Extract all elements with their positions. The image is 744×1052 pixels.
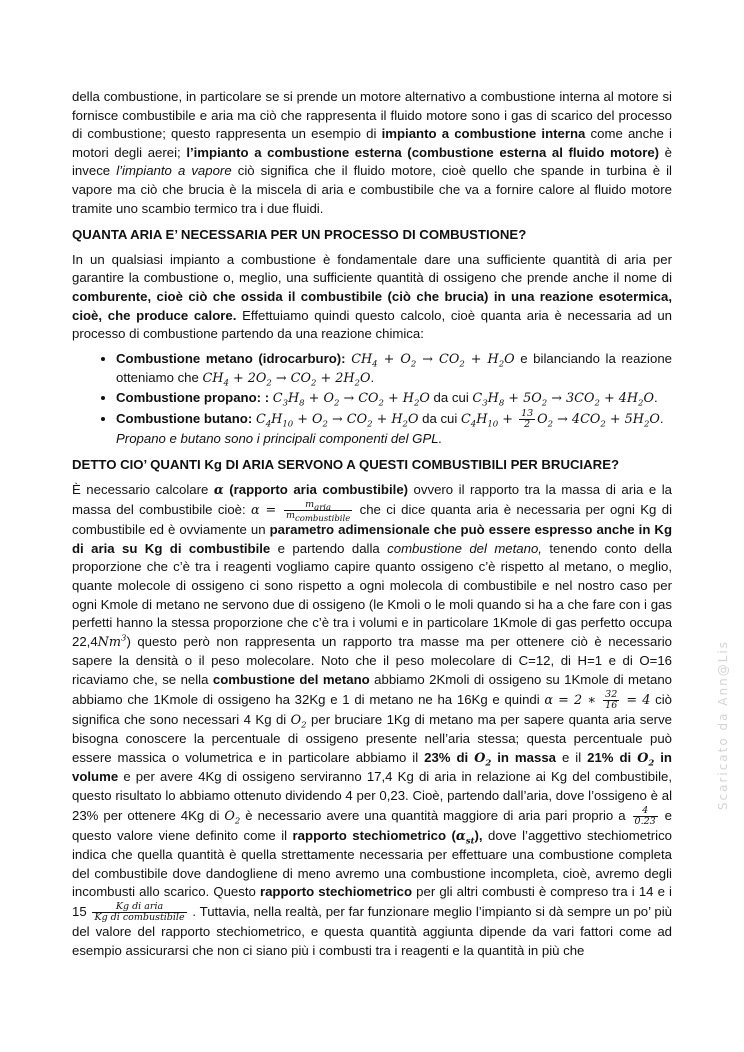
fraction: $\frac{32}{16}$ [605,688,618,711]
reaction-list [72,350,672,448]
equation: = 4 [621,692,651,708]
equation: α = 2 ∗ [544,692,602,708]
paragraph-comburente: In un qualsiasi impianto a combustione è fondamentale dare una sufficiente quantità di aria per garantire la combustione o, meglio, una sufficiente quantità di ossigeno che prende anche il nome di comburente, cioè ciò che ossida il combustibile (ciò che brucia) in una reazione esotermica, cioè, che produce calore. Effettuiamo quindi questo calcolo, cioè quanta aria è necessaria ad un processo di combustione partendo da una reazione chimica: [72,251,672,342]
fraction: $\frac{13}{2}$ [521,407,534,430]
equation: $O_2$ [637,750,655,769]
heading-kg-air: DETTO CIO’ QUANTI Kg DI ARIA SERVONO A QUESTI COMBUSTIBILI PER BRUCIARE? [72,457,620,473]
equation: $C_4H_{10} + O_2 \to CO_2 + H_2O$ [255,411,419,430]
equation: $\alpha_{st}$ [455,828,475,847]
list-item-propano: • Combustione propano: : $C_3H_8 + O_2 \to CO_2 + H_2O$ da cui $C_3H_8 + 5O_2 \to 3CO_2 + 4H_2O$. [116,389,672,409]
paragraph-intro: della combustione, in particolare se si prende un motore alternativo a combustione interna al motore si fornisce combustibile e aria ma ciò che rappresenta il fluido motore sono i gas di scarico del processo di combustione; questo rappresenta un esempio di impianto a combustione interna come anche i motori degli aerei; l’impianto a combustione esterna (combustione esterna al fluido motore) è invece l’impianto a vapore ciò significa che il fluido motore, cioè quello che spande in turbina è il vapore ma ciò che brucia è la miscela di aria e combustibile che va a fornire calore al fluido motore tramite uno scambio termico tra i due fluidi. [72,89,672,216]
equation: α = [251,503,282,519]
fraction: $\frac{\text{Kg di aria}}{\text{Kg di combustibile}}$ [94,900,185,923]
unit: Nm$^3$ [97,633,127,650]
equation: $CH_4 + 2O_2 \to CO_2 + 2H_2O$ [202,371,371,389]
fraction: $\frac{m_{aria}}{m_{combustibile}}$ [285,499,351,525]
equation: $CH_4 + O_2 \to CO_2 + H_2O$ [351,351,515,370]
equation: $O_2$ [224,808,241,827]
equation: $C_4H_{10}$ + $\frac{13}{2}$ $O_2 \to 4CO_2 + 5H_2O$ [460,407,660,430]
alpha-symbol: α [213,482,224,498]
equation: $C_3H_8 + 5O_2 \to 3CO_2 + 4H_2O$ [472,390,654,409]
watermark: Scaricato da Ann@Lis [716,640,730,811]
list-item-butano: • Combustione butano: $C_4H_{10} + O_2 \to CO_2 + H_2O$ da cui $C_4H_{10}$ + $\frac{13}{2}$ $O_2 \to 4CO_2 + 5H_2O$. Propano e butano sono i principali componenti del GPL. [116,409,672,449]
fraction: $\frac{4}{0.23}$ [634,804,656,827]
equation: $O_2$ [290,712,307,731]
equation: $C_3H_8 + O_2 \to CO_2 + H_2O$ [272,390,430,409]
gpl-note: Propano e butano sono i principali componenti del GPL. [116,430,443,446]
document-page [72,88,672,966]
list-item-metano: • Combustione metano (idrocarburo): $CH_4 + O_2 \to CO_2 + H_2O$ e bilanciando la reazione otteniamo che $CH_4 + 2O_2 \to CO_2 + 2H_2O$. [116,350,672,389]
heading-air-needed: QUANTA ARIA E’ NECESSARIA PER UN PROCESSO DI COMBUSTIONE? [72,227,527,243]
paragraph-alpha: È necessario calcolare α (rapporto aria combustibile) ovvero il rapporto tra la massa di aria e la massa del combustibile cioè: α = $\frac{m_{aria}}{m_{combustibile}}$ che ci dice quanta aria è necessaria per ogni Kg di combustibile ed è ovviamente un parametro adimensionale che può essere espresso anche in Kg di aria su Kg di combustibile e partendo dalla combustione del metano, tenendo conto della proporzione che c’è tra i reagenti vogliamo capire quanto ossigeno c’è rispetto al metano, o meglio, quante molecole di ossigeno ci sono rispetto a ogni molecola di combustibile e nel nostro caso per ogni Kmole di metano ne servono due di ossigeno (le Kmoli o le moli quando si ha a che fare con i gas perfetti hanno la stessa proporzione che c’è tra i volumi e in particolare 1Kmole di gas perfetto occupa 22,4Nm$^3$) questo però non rappresenta un rapporto tra masse ma per ottenere ciò è necessario sapere la densità o il peso molecolare. Noto che il peso molecolare di C=12, di H=1 e di O=16 ricaviamo che, se nella combustione del metano abbiamo 2Kmoli di ossigeno su 1Kmole di metano abbiamo che 1Kmole di ossigeno ha 32Kg e 1 di metano ne ha 16Kg e quindi α = 2 ∗ $\frac{32}{16}$ = 4 ciò significa che sono necessari 4 Kg di $O_2$ per bruciare 1Kg di metano ma per sapere quanta aria serve bisogna conoscere la percentuale di ossigeno presente nell’aria stessa; questa percentuale può essere massica o volumetrica e in particolare abbiamo il 23% di $O_2$ in massa e il 21% di $O_2$ in volume e per avere 4Kg di ossigeno serviranno 17,4 Kg di aria in relazione ai Kg del combustibile, questo risultato lo abbiamo ottenuto dividendo 4 per 0,23. Cioè, partendo dall’aria, dove l’ossigeno è al 23% per ottenere 4Kg di $O_2$ è necessario avere una quantità maggiore di aria pari proprio a $\frac{4}{0.23}$ e questo valore viene definito come il rapporto stechiometrico $(\alpha_{st})$, dove l’aggettivo stechiometrico indica che quella quantità è quella strettamente necessaria per effettuare una combustione completa del combustibile dove dandogliene di meno avremo una combustione incompleta, cioè, avremo degli incombusti allo scarico. Questo rapporto stechiometrico per gli altri combusti è compreso tra i 14 e i 15 $\frac{\text{Kg di aria}}{\text{Kg di combustibile}}$ . Tuttavia, nella realtà, per far funzionare meglio l’impianto si dà sempre un po’ più del valore del rapporto stechiometrico, e questa quantità aggiunta dipende da vari fattori come ad esempio assicurarsi che non ci siano più i combusti tra i reagenti e la quantità in più che [72,481,673,958]
equation: $O_2$ [474,750,492,769]
